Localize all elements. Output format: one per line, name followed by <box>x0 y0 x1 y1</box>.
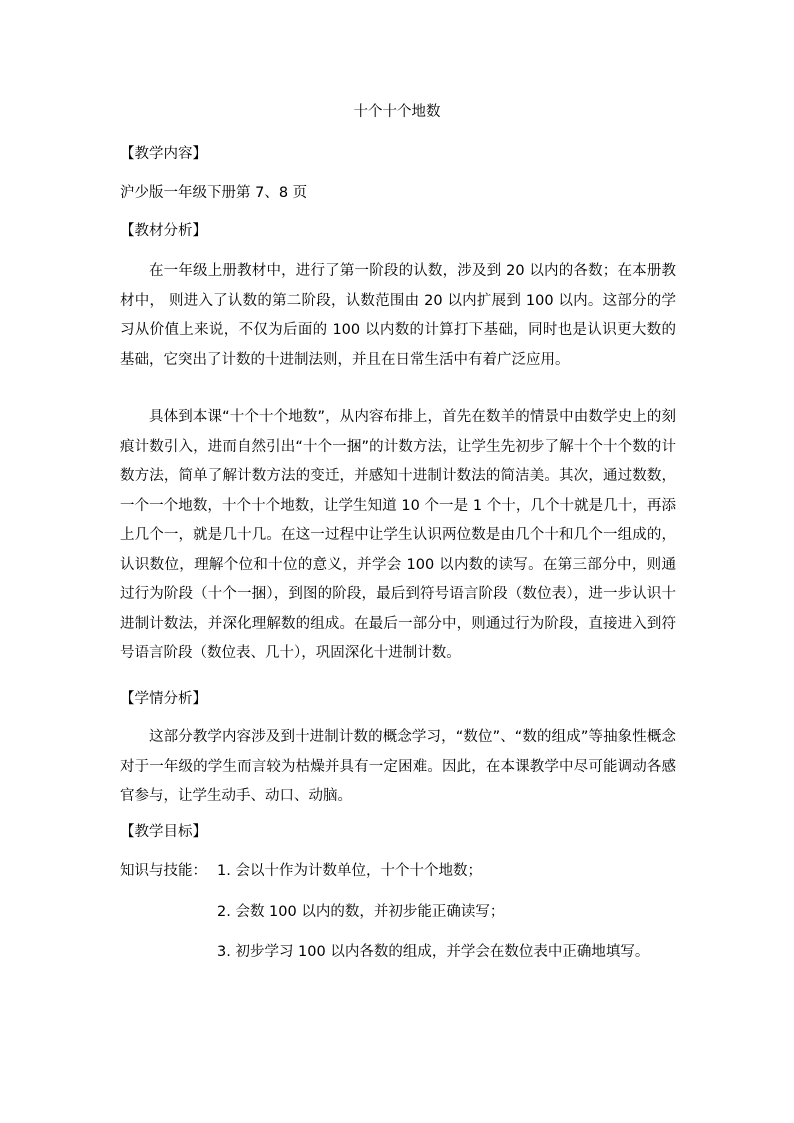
heading-material-analysis: 【教材分析】 <box>120 223 207 239</box>
heading-student-analysis: 【学情分析】 <box>120 691 207 707</box>
student-analysis-paragraph: 这部分教学内容涉及到十进制计数的概念学习，“数位”、“数的组成”等抽象性概念对于一年级的学生而言较为枯燥并具有一定困难。因此，在本课教学中尽可能调动各感官参与，让学生动手、动口、动脑。 <box>120 729 676 804</box>
teaching-content-text: 沪少版一年级下册第 7、8 页 <box>120 185 308 201</box>
goal-item-3: 3. 初步学习 100 以内各数的组成，并学会在数位表中正确地填写。 <box>217 944 650 960</box>
heading-teaching-goals: 【教学目标】 <box>120 824 207 840</box>
goal-item-2: 2. 会数 100 以内的数，并初步能正确读写； <box>217 904 505 920</box>
goals-label: 知识与技能： <box>120 863 207 879</box>
material-analysis-paragraph-2: 具体到本课“十个十个地数”，从内容布排上，首先在数羊的情景中由数学史上的刻痕计数引入，进而自然引出“十个一捆”的计数方法，让学生先初步了解十个十个数的计数方法，简单了解计数方法的变迁，并感知十进制计数法的简洁美。其次，通过数数，一个一个地数，十个十个地数，让学生知道 10 个一是 1 个十，几个十就是几十，再添上几个一，就是几十几。在这一过程中让学生认识两位数是由几个十和几个一组成的，认识数位，理解个位和十位的意义，并学会 100 以内数的读写。在第三部分中，则通过行为阶段（十个一捆），到图的阶段，最后到符号语言阶段（数位表），进一步认识十进制计数法，并深化理解数的组成。在最后一部分中，则通过行为阶段，直接进入到符号语言阶段（数位表、几十），巩固深化十进制计数。 <box>120 409 676 661</box>
goal-item-1: 1. 会以十作为计数单位，十个十个地数； <box>217 863 482 879</box>
material-analysis-paragraph-1: 在一年级上册教材中，进行了第一阶段的认数，涉及到 20 以内的各数；在本册教材中， 则进入了认数的第二阶段，认数范围由 20 以内扩展到 100 以内。这部分的学习从价值上来说，不仅为后面的 100 以内数的计算打下基础，同时也是认识更大数的基础，它突出了计数的十进制法则，并且在日常生活中有着广泛应用。 <box>120 263 676 368</box>
page-title: 十个十个地数 <box>353 104 441 120</box>
heading-teaching-content: 【教学内容】 <box>120 146 207 162</box>
